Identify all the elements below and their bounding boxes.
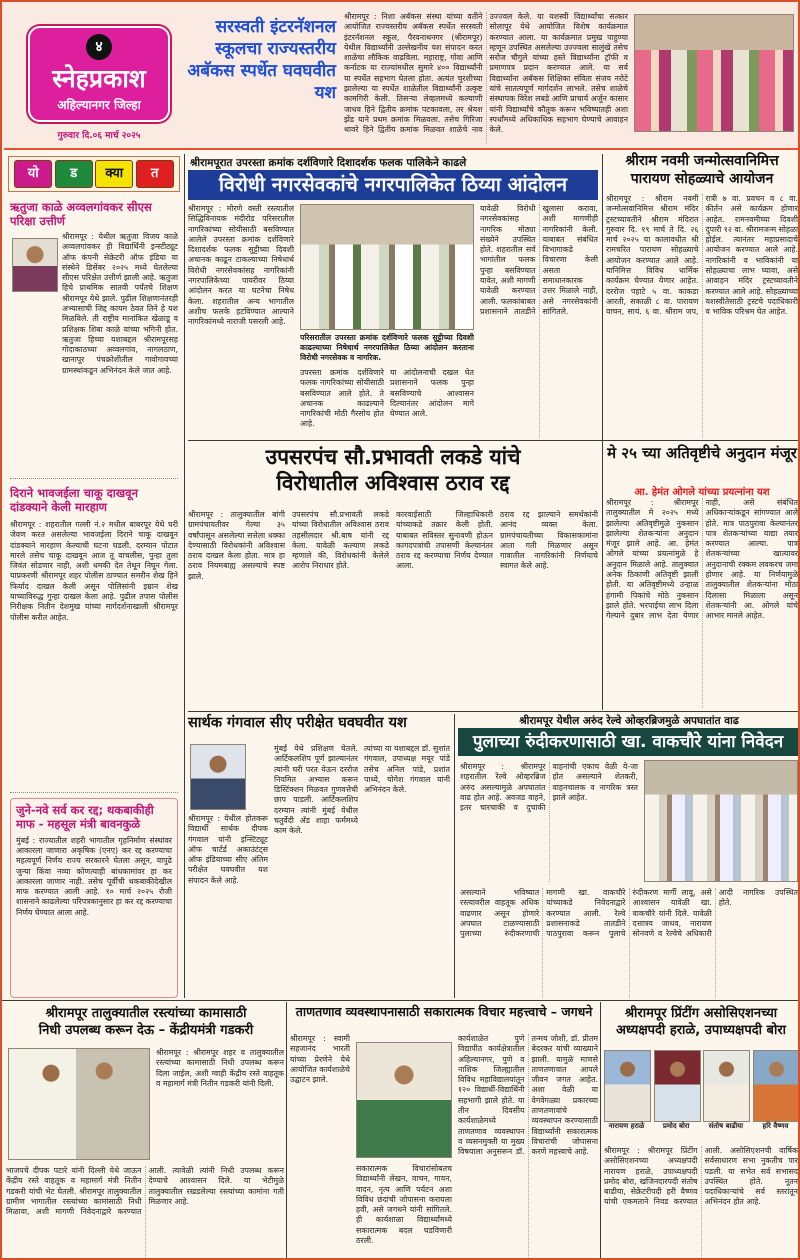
page-number-badge: ४ xyxy=(86,34,112,60)
portrait-photo-4 xyxy=(753,1050,800,1122)
left3-headline: जुने-नवे सर्व कर रद्द; थकबाकीही माफ - महसूल मंत्री बावनकुळे xyxy=(16,803,154,832)
upsarpanch-col3: कारवाईसाठी जिल्हाधिकारी यांच्याकडे तक्रार केली होती. याबाबत सविस्तर सुनावणी होऊन कागदपत्रांची तपासणी केल्यानंतर ठराव रद्द करण्याचा निर्णय देण्यात आला. xyxy=(396,510,493,571)
sarthak-headline: सार्थक गंगवाल सीए परीक्षेत घवघवीत यश xyxy=(188,715,407,731)
portrait-cell xyxy=(753,1050,798,1138)
main-photo-caption: परिसरातील उपरस्ता क्रमांक दर्शविणारे फलक सुट्टीच्या दिवशी काढल्याच्या निषेधार्थ नगरपालिकेत ठिय्या आंदोलन करताना विरोधी नगरसेवक व नागरिक. xyxy=(300,333,474,362)
anudan-headline: मे २५ च्या अतिवृष्टीचे अनुदान मंजूर xyxy=(607,444,797,462)
upsarpanch-headline xyxy=(188,444,598,497)
upsarpanch-col2: उपसरपंच सौ.प्रभावती लकडे यांच्या विरोधातील अविश्वास ठराव तहसीलदार श्री.बाष यांनी रद्द केला. यावेळी कल्याण लकडे म्हणाले की, विरोधकांनी केलेले आरोप निराधार होते. xyxy=(292,510,389,571)
bridge-kicker: श्रीरामपूर येथील अरुंद रेल्वे ओव्हरब्रिजमुळे अपघातांत वाढ xyxy=(519,715,739,727)
gadkari-photo xyxy=(8,1048,150,1160)
vrule-left xyxy=(184,154,185,998)
top-story-headline: सरस्वती इंटरनॅशनल स्कूलचा राज्यस्तरीय अबॅकस स्पर्धेत घवघवीत यश xyxy=(187,17,336,104)
top-story-photo xyxy=(634,14,794,132)
printing-headline xyxy=(604,1006,798,1040)
printing-headline-line2: अध्यक्षपदी हराळे, उपाध्यक्षपदी बोरा xyxy=(615,1022,787,1038)
paper-title: स्नेहप्रकाश xyxy=(52,64,146,93)
upsarpanch-headline-line2: विरोधातील अविश्वास ठराव रद्द xyxy=(276,471,510,496)
main-col2: उपरस्ता क्रमांक दर्शविणारे फलक नागरिकांच्या सोयीसाठी बसविण्यात आले होते. ते अचानक काढल्याने नागरिकांची मोठी गैरसोय होत आहे. xyxy=(300,368,384,429)
sarthak-col3: त्यांच्या या यशाबद्दल डॉ. सुशांत गंगवाल, उपाध्यक्ष मयूर पांडे तसेच अनिल पांडे, प्रशांत पाध्ये, योगेश गंगवाल यांनी अभिनंदन केले. xyxy=(364,744,450,795)
main-col1: श्रीरामपूर : मोरणे वस्ती रस्त्यातील सिद्धिविनायक मंदीरोड परिसरातील नागरिकांच्या सोयीसाठी बसविण्यात आलेले उपरस्ता क्रमांक दर्शविणारे दिशादर्शक फलक सुट्टीच्या दिवशी अचानक काढून टाकल्याच्या निषेधार्थ विरोधी नगरसेवकांसह नागरिकांनी नगरपालिकेच्या पायरीवर ठिय्या आंदोलन करत या घटनेचा निषेध केला. शहरातील अन्य भागातील अशीच फलके हटविण्यात आल्याने नागरिकांमध्ये नाराजी पसरली आहे. xyxy=(188,204,294,327)
tantanav-portrait xyxy=(356,1042,452,1158)
rule-row3 xyxy=(188,711,798,712)
rule-row4 xyxy=(2,1000,798,1001)
gadkari-headline-line1: श्रीरामपूर तालुक्यातील रस्त्यांच्या कामासाठी xyxy=(45,1006,247,1021)
portrait-name-2: प्रमोद बोरा xyxy=(662,1122,690,1130)
tantanav-col-a: श्रीरामपूर : स्वामी सहजानंद भारती यांच्या प्रेरणेने येथे आयोजित कार्यशाळेचे उद्घाटन झाले. xyxy=(290,1034,350,1085)
shorts-box-yo: यो xyxy=(14,160,52,188)
vrule-row5-b xyxy=(600,1002,601,1260)
edition-date: गुरुवार दि.०६ मार्च २०२५ xyxy=(57,131,141,141)
portrait-photo-3 xyxy=(703,1050,750,1122)
left3-body: मुंबई : राज्यातील शहरी भागातील गृहनिर्माण संस्थांवर आकारला जाणारा अकृषिक (एनए) कर रद्द करण्याचा महत्वपूर्ण निर्णय राज्य सरकारने घेतला असून, यापुढे जुन्या किंवा नव्या कोणत्याही बांधकामांवर हा कर आकारला जाणार नाही. तसेच पूर्वीची थकबाकीदेखील माफ करण्यात आली आहे. १० मार्च २०२५ रोजी शासनाने काढलेल्या परिपत्रकानुसार हा कर रद्द करण्याचा निर्णय घेण्यात आला आहे. xyxy=(16,835,172,917)
portrait-cell xyxy=(604,1050,649,1138)
main-photo xyxy=(300,204,474,330)
ramnavami-body: श्रीरामपूर : श्रीराम नवमी जन्मोत्सवानिमित्त श्रीराम मंदिर ट्रस्टच्यावतीने श्रीराम मंदिरात गुरुवार दि. १९ मार्च ते दि. २६ मार्च २०२५ या कालावधीत श्री रामचरित पारायण सोहळ्याचे आयोजन करण्यात आले आहे. यानिमित्त विविध धार्मिक कार्यक्रम घेण्यात येणार आहेत. दररोज पहाटे ५ वा. काकडा आरती, सकाळी ८ वा. पारायण वाचन, सायं. ६ वा. श्रीराम जप, रात्री ७ वा. प्रवचन व ८ वा. कीर्तन असे कार्यक्रम होणार आहेत. रामनवमीच्या दिवशी दुपारी १२ वा. श्रीरामजन्म सोहळा होईल. त्यानंतर महाप्रसादाचे आयोजन करण्यात आले आहे. नागरिकांनी व भाविकांनी या सोहळ्याचा लाभ घ्यावा, असे आवाहन मंदिर ट्रस्टच्यावतीने करण्यात आले आहे. सोहळ्याच्या यशस्वीतेसाठी ट्रस्टचे पदाधिकारी व भाविक परिश्रम घेत आहेत. xyxy=(606,194,798,317)
vrule-sarthak-bridge xyxy=(454,714,455,998)
portrait-cell xyxy=(703,1050,748,1138)
bridge-side-body: श्रीरामपूर : श्रीरामपूर शहरातील रेल्वे ओव्हरब्रिज अरुंद असल्यामुळे अपघातांत वाढ होत आहे. अवजड वाहने, इतर चारचाकी व दुचाकी वाहनांची एकाच वेळी ये-जा होत असल्याने शेतकरी, वाहनचालक व नागरिक त्रस्त झाले आहेत. xyxy=(460,762,638,813)
left-divider-2 xyxy=(10,792,178,793)
sarthak-col2: मुंबई येथे प्रशिक्षण घेतले. आर्टिकलशिप पूर्ण झाल्यानंतर त्यांनी घरी परत येऊन दररोज नियमित अभ्यास करून डिस्टिंक्शन मिळवत गुणवत्तेची छाप पाडली. आर्टिकलशिप दरम्यान त्यांनी मुंबई येथील चतुर्वेदी अँड शाहा फर्ममध्ये काम केले. xyxy=(274,744,358,836)
main-col3: या आंदोलनाची दखल घेत प्रशासनाने फलक पुन्हा बसविण्याचे आश्वासन दिल्यानंतर आंदोलन मागे घेण्यात आले. xyxy=(390,368,474,419)
rule-row2 xyxy=(188,440,798,441)
upsarpanch-headline-line1: उपसरपंच सौ.प्रभावती लकडे यांचे xyxy=(265,445,521,469)
gadkari-headline-line2: निधी उपलब्ध करून देऊ – केंद्रीयमंत्री गडकरी xyxy=(38,1022,254,1038)
sarthak-col1: श्रीरामपूर : येथील होतकरू विद्यार्थी सार्थक दीपक गंगवाल यांनी इन्स्टिट्यूट ऑफ चार्टर्ड अकाउंटंट्स ऑफ इंडियाच्या सीए अंतिम परीक्षेत घवघवीत यश संपादन केले आहे. xyxy=(188,814,268,885)
left1-body-wrap xyxy=(10,232,178,472)
bridge-headline: पुलाच्या रुंदीकरणासाठी खा. वाकचौरे यांना निवेदन xyxy=(458,728,798,756)
left2-headline: दिराने भावजईला चाकू दाखवून दांडक्याने केली मारहाण xyxy=(10,486,138,515)
paper-subtitle: अहिल्यानगर जिल्हा xyxy=(57,98,141,112)
gadkari-bottom-body: भाजपचे दीपक पटारे यांनी दिल्ली येथे जाऊन केंद्रीय रस्ते वाहतूक व महामार्ग मंत्री नितीन गडकरी यांची भेट घेतली. श्रीरामपूर तालुक्यातील ग्रामीण भागातील रस्त्यांच्या कामांसाठी निधी मिळावा, अशी मागणी निवेदनाद्वारे करण्यात आली. त्यावेळी त्यांनी निधी उपलब्ध करून देण्याचे आश्वासन दिले. या भेटीमुळे तालुक्यातील रखडलेल्या रस्त्यांच्या कामांना गती मिळणार आहे. xyxy=(6,1166,284,1217)
main-col4: यावेळी विरोधी नगरसेवकांसह नागरिक मोठ्या संख्येने उपस्थित होते. शहरातील सर्व भागांतील फलक पुन्हा बसविण्यात यावेत, अशी मागणी यावेळी करण्यात आली. फलकांबाबत प्रशासनाने तातडीने खुलासा करावा, अशी मागणीही नागरिकांनी केली. याबाबत संबंधित विभागाकडे विचारणा केली असता समाधानकारक उत्तर मिळाले नाही, असे नगरसेवकांनी सांगितले. xyxy=(480,204,598,316)
left3-box xyxy=(10,798,178,998)
left-divider-1 xyxy=(10,478,178,479)
portrait-name-1: नारायण हराळे xyxy=(608,1122,645,1130)
portrait-cell xyxy=(654,1050,699,1138)
upsarpanch-col1: श्रीरामपूर : तालुक्यातील बांगी ग्रामपंचायतीवर गेल्या ३५ वर्षांपासून असलेल्या सत्तेला धक्का देण्यासाठी विरोधकांनी अविश्वास ठराव दाखल केला होता. मात्र हा ठराव नियमबाह्य असल्याचे स्पष्ट झाले. xyxy=(188,510,285,581)
printing-headline-line1: श्रीरामपूर प्रिंटींग असोसिएशनच्या xyxy=(624,1006,778,1021)
shorts-section-label xyxy=(8,156,180,192)
portrait-name-4: हरि वैष्णव xyxy=(762,1122,789,1130)
top-story-body: श्रीरामपूर : निशा अबॅकस संस्था यांच्या वतीने आयोजित राज्यस्तरीय अबॅकस स्पर्धेत सरस्वती इंटरनॅशनल स्कूल, पैरवनाथनगर (श्रीरामपूर) येथील विद्यार्थ्यांनी उल्लेखनीय यश संपादन करत शाळेचा लौकिक वाढविला. महाराष्ट्र, गोवा आणि कर्नाटक या राज्यांमधील सुमारे ४०० विद्यार्थ्यांनी या स्पर्धेत सहभाग घेतला होता. अत्यंत चुरशीच्या झालेल्या या स्पर्धेत शाळेतील विद्यार्थ्यांनी उत्कृष्ट कामगिरी केली. तिसऱ्या लेव्हलमध्ये कल्याणी जाधव हिने द्वितीय क्रमांक पटकावला, तर श्रेयश झेंड याने प्रथम क्रमांक मिळवला. तसेच गिरिजा थावरे हिने द्वितीय क्रमांक मिळवत शाळेचे नाव उज्ज्वल केले. या यशस्वी विद्यार्थ्यांचा सत्कार सोलापूर येथे आयोजित विशेष कार्यक्रमात करण्यात आला. या कार्यक्रमात प्रमुख पाहुण्या म्हणून उपस्थित असलेल्या उज्ज्वला सालुंखे तसेच सरोज चौगुले यांच्या हस्ते विद्यार्थ्यांना ट्रॉफी व प्रमाणपत्र प्रदान करण्यात आले. या सर्व विद्यार्थ्यांना अबॅकस शिक्षिका संविता संजय नरोटे यांचे सातत्यपूर्ण मार्गदर्शन लाभले. तसेच शाळेचे संस्थापक विरेश लबडे आणि प्राचार्य अर्जुन कासार यांनी विद्यार्थ्यांचे कौतुक करून भविष्यातही अशा स्पर्धांमध्ये अधिकाधिक सहभाग घेण्याचे आवाहन केले. xyxy=(344,12,628,135)
portrait-photo-1 xyxy=(604,1050,651,1122)
tantanav-below-body: सकारात्मक विचारांसोबतच विद्यार्थ्यांनी लेखन, वाचन, गायन, वादन, नृत्य आणि पर्यटन अशा विविध छंदांची जोपासना करायला हवी, असे जगधने यांनी सांगितले. ही कार्यशाळा विद्यार्थ्यांमध्ये सकारात्मक बदल घडविणारी ठरली. xyxy=(356,1164,452,1245)
portrait-name-3: संतोष बाढीया xyxy=(708,1122,744,1130)
shorts-box-ta: त xyxy=(136,160,174,188)
left1-headline: ऋतुजा काळे अव्वलगांवकर सीएस परिक्षा उत्तीर्ण xyxy=(10,200,152,229)
vrule-right xyxy=(602,154,603,710)
main-kicker: श्रीरामपूरात उपरस्ता क्रमांक दर्शविणारे दिशादर्शक फलक पालिकेने काढले xyxy=(190,157,467,169)
tantanav-headline: ताणतणाव व्यवस्थापनासाठी सकारात्मक विचार महत्त्वाचे – जगधने xyxy=(295,1004,593,1019)
anudan-body: श्रीरामपूर : श्रीरामपूर तालुक्यातील मे २०२५ मध्ये झालेल्या अतिवृष्टीमुळे नुकसान झालेल्या शेतकऱ्यांना अनुदान मंजूर झाले आहे. आ. हेमंत ओगले यांच्या प्रयत्नांमुळे हे अनुदान मिळाले आहे. तालुक्यात अनेक ठिकाणी अतिवृष्टी झाली होती. या अतिवृष्टीमध्ये उन्हाळ हंगामी पिकांचे मोठे नुकसान झाले होते. भरपाईचा लाभ दिला गेल्याने दुबार लाभ देता येणार नाही, असे संबंधित अधिकाऱ्यांकडून सांगण्यात आले होते. मात्र पाठपुरावा केल्यानंतर पात्र शेतकऱ्यांच्या याद्या तयार करण्यात आल्या. पात्र शेतकऱ्यांच्या खात्यावर अनुदानाची रक्कम लवकरच जमा होणार आहे. या निर्णयामुळे तालुक्यातील शेतकऱ्यांना मोठा दिलासा मिळाला असून शेतकऱ्यांनी आ. ओगले यांचे आभार मानले आहेत. xyxy=(606,498,798,621)
gadkari-headline xyxy=(6,1006,286,1040)
printing-body: श्रीरामपूर : श्रीरामपूर प्रिंटींग असोसिएशनच्या अध्यक्षपदी नारायण हराळे, उपाध्यक्षपदी प्रमोद बोरा, खजिनदारपदी संतोष बाढीया, सेक्रेटरीपदी हरी वैष्णव यांची एकमताने निवड करण्यात आली. असोसिएशनची वार्षिक सर्वसाधारण सभा नुकतीच पार पडली. या सभेत सर्व सभासद उपस्थित होते. नूतन पदाधिकाऱ्यांचे सर्व स्तरांतून अभिनंदन होत आहे. xyxy=(604,1146,798,1207)
ramnavami-headline: श्रीराम नवमी जन्मोत्सवानिमित्त पारायण सोहळ्याचे आयोजन xyxy=(625,153,779,188)
main-headline: विरोधी नगरसेवकांचे नगरपालिकेत ठिय्या आंदोलन xyxy=(188,170,598,200)
shorts-box-da: ड xyxy=(55,160,93,188)
tantanav-col-b: कार्यशाळेत पुणे विद्यापीठ कार्यक्षेत्रातील अहिल्यानगर, पुणे व नाशिक जिल्ह्यातील विविध महाविद्यालयांतून १२० विद्यार्थी-विद्यार्थिनी सहभागी झाले होते. या तीन दिवसीय कार्यशाळेमध्ये ताणतणाव व्यवस्थापन व व्यसनमुक्ती या मुख्य विषयाला अनुसरून डॉ. तन्मय जोशी, डॉ. प्रीतम बेदरकर यांची व्याख्याने झाली. यामुळे माणसे ताणतणावात आपले जीवन जगत आहेत. अशा वेळी या वेगवेगळ्या प्रकारच्या ताणतणावांचे व्यवस्थापन करण्यासाठी विद्यार्थ्यांनी सकारात्मक विचारांची जोपासना करणे महत्त्वाचे आहे. xyxy=(458,1034,598,1157)
upsarpanch-col4: ठराव रद्द झाल्याने समर्थकांनी आनंद व्यक्त केला. ग्रामपंचायतीच्या विकासकामांना आता गती मिळणार असून गावातील नागरिकांनी निर्णयाचे स्वागत केले आहे. xyxy=(500,510,598,571)
anudan-subhead: आ. हेमंत ओगले यांच्या प्रयत्नांना यश xyxy=(634,487,770,498)
shorts-box-kya: क्या xyxy=(95,160,133,188)
bridge-bottom-body: असल्याने भविष्यात रस्त्यावरील वाहतूक अधिक वाढणार असून होणारे अपघात टाळण्यासाठी पुलाच्या रुंदीकरणाची मागणी खा. वाकचौरे यांच्याकडे निवेदनाद्वारे करण्यात आली. रेल्वे प्रशासनाकडे तातडीने पाठपुरावा करून पुलाचे रुंदीकरण मार्गी लावू, असे आश्वासन यावेळी खा. वाकचौरे यांनी दिले. यावेळी दत्तात्रय जाधव, नारायण सोनवणे व रेल्वेचे अधिकारी आदी नागरिक उपस्थित होते. xyxy=(460,888,798,939)
vrule-row5-a xyxy=(286,1002,287,1260)
gadkari-side-body: श्रीरामपूर : श्रीरामपूर शहर व तालुक्यातील रस्त्यांच्या कामासाठी निधी उपलब्ध करून दिला जाईल, अशी ग्वाही केंद्रीय रस्ते वाहतूक व महामार्ग मंत्री नितीन गडकरी यांनी दिली. xyxy=(156,1048,284,1088)
left2-body: श्रीरामपूर : शहरातील गल्ली नं.२ मधील बाबरपूर येथे घरी जेवण करत असलेल्या भावजईला दिराने चाकू दाखवून दांडक्याने मारहाण केल्याची घटना घडली. दरम्यान पोटात मारले तसेच चाकू दाखवून आज तू वाचलीस, पुन्हा तुला जिवंत सोडणार नाही, अशी धमकी देत तेथून निघून गेला. याप्रकरणी श्रीरामपूर शहर पोलीस ठाण्यात समरीन शेख हिने फिर्याद दाखल केली असून पोलिसांनी इम्रान शेख याच्याविरुद्ध गुन्हा दाखल केला आहे. पुढील तपास पोलीस निरीक्षक नितीन देशमुख यांच्या मार्गदर्शनाखाली श्रीरामपूर पोलीस करीत आहेत. xyxy=(10,520,178,622)
header-rule xyxy=(4,148,798,150)
bridge-photo xyxy=(644,760,798,882)
printing-portraits xyxy=(604,1050,798,1138)
portrait-photo-2 xyxy=(654,1050,701,1122)
left1-body: श्रीरामपूर : येथील ऋतुजा विजय काळे अव्वलगांवकर ही विद्यार्थिनी इन्स्टीट्यूट ऑफ कंपनी सेक्रेटरी ऑफ इंडिया या संस्थेने डिसेंबर २०२५ मध्ये घेतलेल्या सीएस परिक्षेत उत्तीर्ण झाली आहे. ऋतुजा हिचे प्राथमिक सातवी पर्यंतचे शिक्षण श्रीरामपूर येथे झाले. पुढील शिक्षणानंतरही अभ्यासाची जिद्द कायम ठेवत तिने हे यश मिळविले. ती राष्ट्रीय मानांकित खेळाडू व प्रशिक्षक शिबा काळे यांच्या भगिनी होत. ऋतुजा हिच्या यशाबद्दल श्रीरामपूरसह गोदाकाठच्या अव्वलगांव, नागलठाण, खानापूर पंचक्रोशीतील गावोगावच्या ग्रामस्थांकडून अभिनंदन केले जात आहे. xyxy=(62,232,178,375)
masthead xyxy=(28,26,170,122)
